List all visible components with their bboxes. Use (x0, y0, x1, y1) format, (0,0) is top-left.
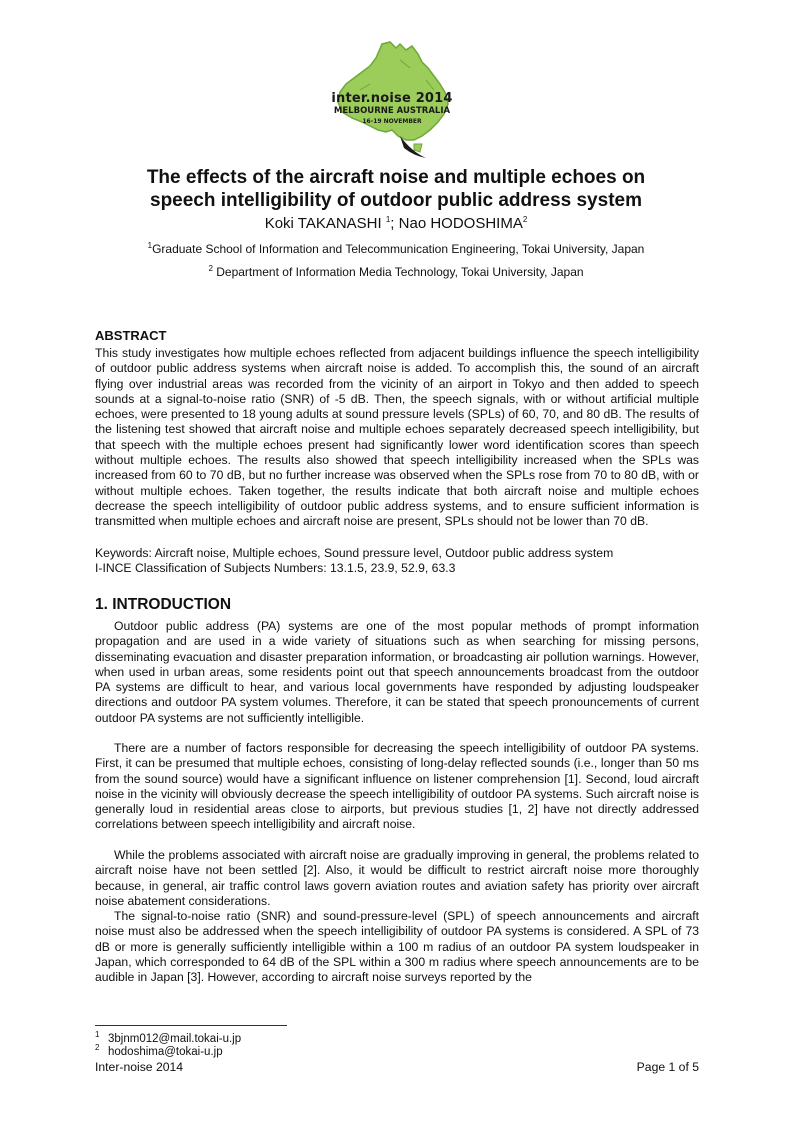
title-line-1: The effects of the aircraft noise and multiple echoes on (146, 167, 646, 188)
author-list (96, 215, 696, 233)
intro-paragraph-4: The signal-to-noise ratio (SNR) and sound-pressure-level (SPL) of speech announcements and aircraft noise must also be addressed when the speech intelligibility of outdoor PA systems is considered. A SPL of 73 dB or more is generally sufficiently intelligible within a 100 m radius of an outdoor PA system loudspeaker in Japan, which corresponded to 64 dB of the SPL within a 300 m radius where speech announcements are to be audible in Japan [3]. However, according to aircraft noise surveys reported by the (95, 909, 699, 985)
footer-page-number: Page 1 of 5 (636, 1060, 699, 1074)
footnote-1-email: 3bjnm012@mail.tokai-u.jp (108, 1033, 242, 1045)
abstract-heading: ABSTRACT (95, 328, 167, 343)
logo-dates: 16-19 NOVEMBER (362, 118, 422, 125)
author-1: Koki TAKANASHI (264, 215, 382, 232)
logo-location: MELBOURNE AUSTRALIA (333, 106, 451, 116)
section-heading-introduction: 1. INTRODUCTION (95, 596, 232, 613)
author-1-mark: 1 (385, 215, 391, 224)
paper-title (96, 166, 696, 212)
author-2: Nao HODOSHIMA (398, 215, 523, 232)
intro-paragraph-2: There are a number of factors responsible for decreasing the speech intelligibility of outdoor PA systems. First, it can be presumed that multiple echoes, consisting of long-delay reflected sounds (i.e., longer than 50 ms from the sound source) would have a significant influence on listener comprehension [1]. Second, loud aircraft noise in the vicinity will obviously decrease the speech intelligibility of outdoor PA systems. Such aircraft noise is generally loud in residential areas close to airports, but previous studies [1, 2] have not directly addressed correlations between speech intelligibility and aircraft noise. (95, 741, 699, 832)
affiliation-1-text: Graduate School of Information and Telecommunication Engineering, Tokai University, Japan (152, 242, 645, 256)
affiliation-2 (96, 265, 696, 279)
keywords-line-1: Keywords: Aircraft noise, Multiple echoes, Sound pressure level, Outdoor public address system (95, 546, 614, 560)
author-2-mark: 2 (522, 215, 528, 224)
intro-paragraph-1: Outdoor public address (PA) systems are one of the most popular methods of prompt information propagation and are used in a wide variety of situations such as when searching for missing persons, disseminating evacuation and disaster preparation information, or broadcasting air pollution warnings. However, when used in urban areas, some residents point out that speech announcements broadcast from the outdoor PA systems are difficult to hear, and various local governments have responded by adjusting loudspeaker directions and outdoor PA system volumes. Therefore, it can be stated that speech pronouncements of current outdoor PA systems are not sufficiently intelligible. (95, 619, 699, 725)
footnote-2: 2 hodoshima@tokai-u.jp (95, 1043, 223, 1058)
footnote-1: 1 3bjnm012@mail.tokai-u.jp (95, 1030, 242, 1045)
author-separator: ; (390, 215, 399, 232)
footnote-divider (95, 1025, 287, 1026)
affiliation-1-mark: 1 (147, 241, 153, 250)
affiliation-2-mark: 2 (208, 264, 213, 273)
footnote-2-email: hodoshima@tokai-u.jp (108, 1046, 223, 1058)
affiliation-1 (96, 242, 696, 256)
abstract-text: This study investigates how multiple echoes reflected from adjacent buildings influence the speech intelligibility of outdoor public address systems when aircraft noise is added. To accomplish this, the sound of an aircraft flying over industrial areas was recorded from the vicinity of an airport in Tokyo and then added to speech sounds at a signal-to-noise ratio (SNR) of -5 dB. Then, the speech signals, with or without artificial multiple echoes, were presented to 18 young adults at sound pressure levels (SPLs) of 60, 70, and 80 dB. The results of the listening test showed that aircraft noise and multiple echoes separately decreased speech intelligibility, but that speech with the multiple echoes present had significantly lower word identification scores than speech without multiple echoes. The results also showed that speech intelligibility increased when the SPLs was increased from 60 to 70 dB, but no further increase was observed when the SPLs rose from 70 to 80 dB, with or without multiple echoes. Taken together, the results indicate that both aircraft noise and multiple echoes decrease the speech intelligibility of outdoor public address systems, and to ensure sufficient information is transmitted when multiple echoes and aircraft noise are present, SPLs should not be lower than 70 dB. (95, 346, 699, 529)
footer-conference: Inter-noise 2014 (95, 1060, 184, 1074)
conference-logo (330, 40, 454, 162)
classification-line: I-INCE Classification of Subjects Numbers: 13.1.5, 23.9, 52.9, 63.3 (95, 561, 456, 576)
keywords (95, 546, 699, 577)
intro-paragraph-3: While the problems associated with aircraft noise are gradually improving in general, the problems related to aircraft noise have not been settled [2]. Also, it would be difficult to restrict aircraft noise more thoroughly because, in general, air traffic control laws govern aviation routes and aviation safety has priority over aircraft noise abatement considerations. (95, 848, 699, 908)
affiliation-2-text: Department of Information Media Technology, Tokai University, Japan (216, 265, 584, 279)
logo-title: inter.noise 2014 (331, 91, 453, 106)
title-line-2: speech intelligibility of outdoor public address system (150, 190, 642, 211)
